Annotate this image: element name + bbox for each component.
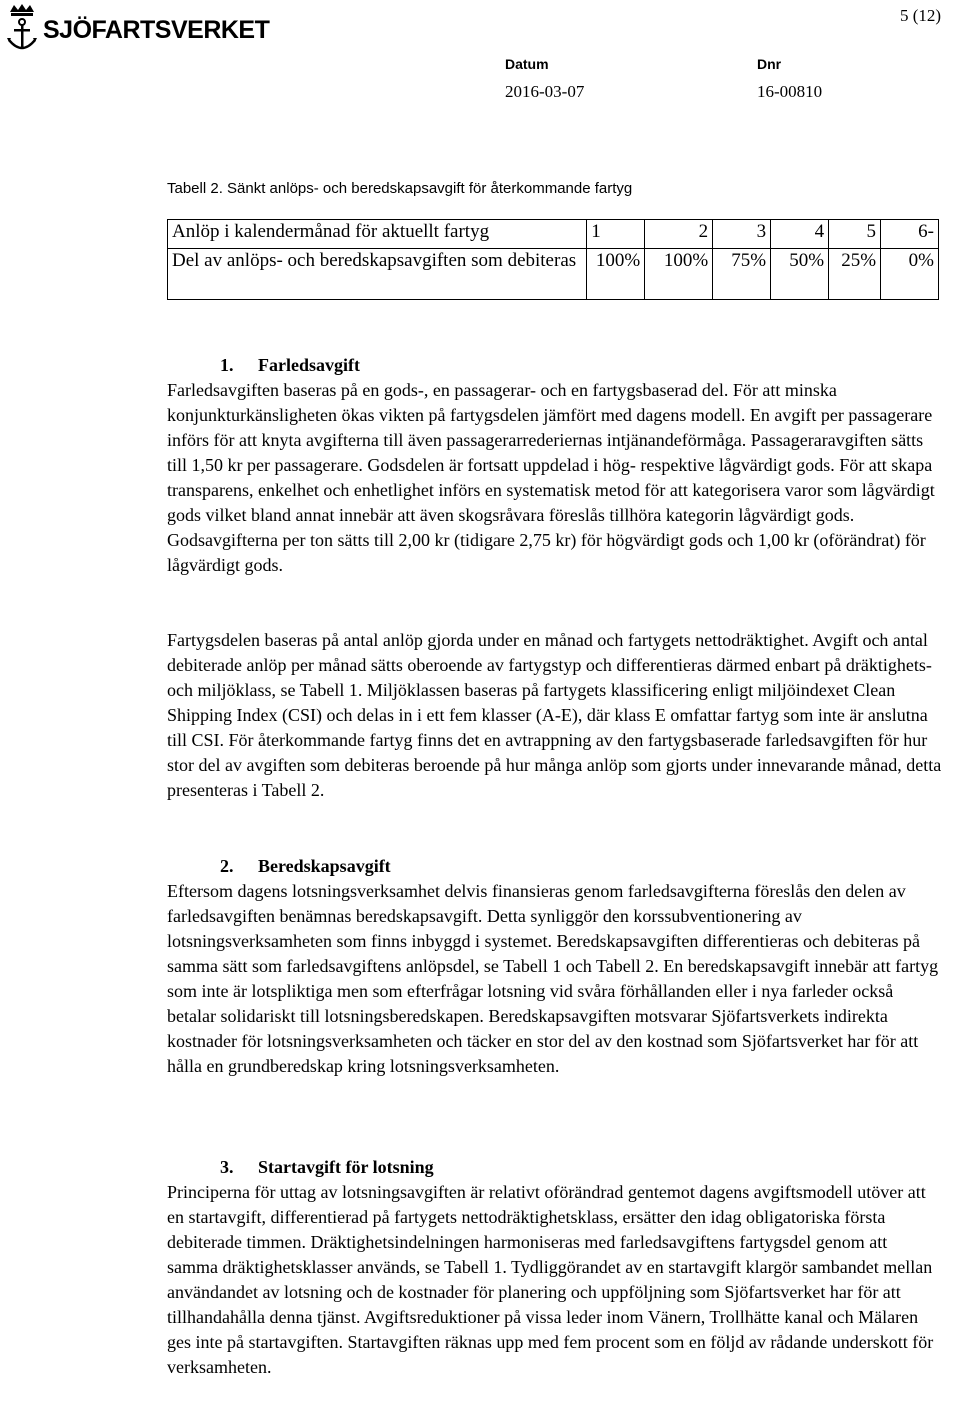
table-cell: 6- xyxy=(881,220,939,249)
dnr-label: Dnr xyxy=(757,56,782,72)
table-cell: 3 xyxy=(713,220,771,249)
table-row xyxy=(168,249,939,300)
dnr-value: 16-00810 xyxy=(757,82,823,101)
table-cell: 2 xyxy=(645,220,713,249)
section-title: Beredskapsavgift xyxy=(258,856,391,876)
date-value: 2016-03-07 xyxy=(505,82,585,101)
row-label: Anlöp i kalendermånad för aktuellt fartyg xyxy=(168,220,587,249)
section-number: 3. xyxy=(220,1157,234,1177)
table-cell: 25% xyxy=(829,249,881,300)
table-cell: 100% xyxy=(645,249,713,300)
crown-anchor-emblem-icon xyxy=(5,2,39,54)
section-heading-farledsavgift xyxy=(220,355,360,376)
paragraph: Eftersom dagens lotsningsverksamhet delvis finansieras genom farledsavgifterna föreslås den delen av farledsavgiften benämnas beredskapsavgift. Detta synliggör den korssubventionering av lotsningsverksamheten som finns inbyggd i systemet. Beredskapsavgiften differentieras och debiteras på samma sätt som farledsavgiftens anlöpsdel, se Tabell 1 och Tabell 2. En beredskapsavgift innebär att fartyg som inte är lotspliktiga men som efterfrågar lotsning vid svåra förhållanden eller i nya farleder också betalar solidariskt till lotsningsberedskapen. Beredskapsavgiften motsvarar Sjöfartsverkets indirekta kostnader för lotsningsverksamheten och täcker en stor del av den kostnad som Sjöfartsverket har för att hålla en grundberedskap kring lotsningsverksamheten. xyxy=(167,881,939,1076)
table-row xyxy=(168,220,939,249)
row-label: Del av anlöps- och beredskapsavgiften som debiteras xyxy=(168,249,587,300)
section-title: Startavgift för lotsning xyxy=(258,1157,434,1177)
table-cell: 5 xyxy=(829,220,881,249)
table-cell: 1 xyxy=(587,220,645,249)
table-cell: 0% xyxy=(881,249,939,300)
section-title: Farledsavgift xyxy=(258,355,360,375)
table-cell: 4 xyxy=(771,220,829,249)
table-cell: 100% xyxy=(587,249,645,300)
section-heading-startavgift xyxy=(220,1157,434,1178)
table-cell: 75% xyxy=(713,249,771,300)
table-cell: 50% xyxy=(771,249,829,300)
table-caption: Tabell 2. Sänkt anlöps- och beredskapsavgift för återkommande fartyg xyxy=(167,180,633,197)
section-number: 1. xyxy=(220,355,234,375)
paragraph: Principerna för uttag av lotsningsavgiften är relativt oförändrad gentemot dagens avgiftsmodell utöver att en startavgift, differentierad på fartygets nettodräktighetsklass, ersätter den idag obligatoriska första debiterade timmen. Dräktighetsindelningen harmoniseras med farledsavgiftens fartygsdel genom att samma dräktighetsklasser används, se Tabell 1. Tydliggörandet av en startavgift klargör sambandet mellan användandet av lotsning och de kostnader för planering och uppföljning som Sjöfartsverket har för att tillhandahålla denna tjänst. Avgiftsreduktioner på vissa leder inom Vänern, Trollhätte kanal och Mälaren ges inte på startavgiften. Startavgiften räknas upp med fem procent som en följd av rådande underskott för verksamheten. xyxy=(167,1182,934,1377)
section-number: 2. xyxy=(220,856,234,876)
paragraph: Fartygsdelen baseras på antal anlöp gjorda under en månad och fartygets nettodräktighet. Avgift och antal debiterade anlöp per månad sätts oberoende av fartygstyp och differentieras därmed enbart på dräktighets- och miljöklass, se Tabell 1. Miljöklassen baseras på fartygets klassificering enligt miljöindexet Clean Shipping Index (CSI) och delas in i ett fem klasser (A-E), där klass E omfattar fartyg som inte är anslutna till CSI. För återkommande fartyg finns det en avtrappning av den fartygsbaserade farledsavgiften för hur stor del av avgiften som debiteras beroende på hur många anlöp som gjorts under innevarande månad, detta presenteras i Tabell 2. xyxy=(167,630,942,800)
brand-name: SJÖFARTSVERKET xyxy=(43,16,270,44)
paragraph: Farledsavgiften baseras på en gods-, en passagerar- och en fartygsbaserad del. För att minska konjunkturkänsligheten ökas vikten på fartygsdelen jämfört med dagens modell. En avgift per passagerare införs för att knyta avgifterna till även passagerarrederiernas intjänandeförmåga. Passageraravgiften sätts till 1,50 kr per passagerare. Godsdelen är fortsatt uppdelad i hög- respektive lågvärdigt gods. För att skapa transparens, enkelhet och enhetlighet införs en systematisk metod för att kategorisera varor som lågvärdigt gods vilket bland annat innebär att även skogsråvara föreslås tillhöra kategorin lågvärdigt gods. Godsavgifterna per ton sätts till 2,00 kr (tidigare 2,75 kr) för högvärdigt gods och 1,00 kr (oförändrat) för lågvärdigt gods. xyxy=(167,380,935,575)
logo xyxy=(5,2,270,60)
reduction-table xyxy=(167,219,939,300)
page-number: 5 (12) xyxy=(900,6,942,25)
date-label: Datum xyxy=(505,56,549,72)
section-heading-beredskapsavgift xyxy=(220,856,391,877)
